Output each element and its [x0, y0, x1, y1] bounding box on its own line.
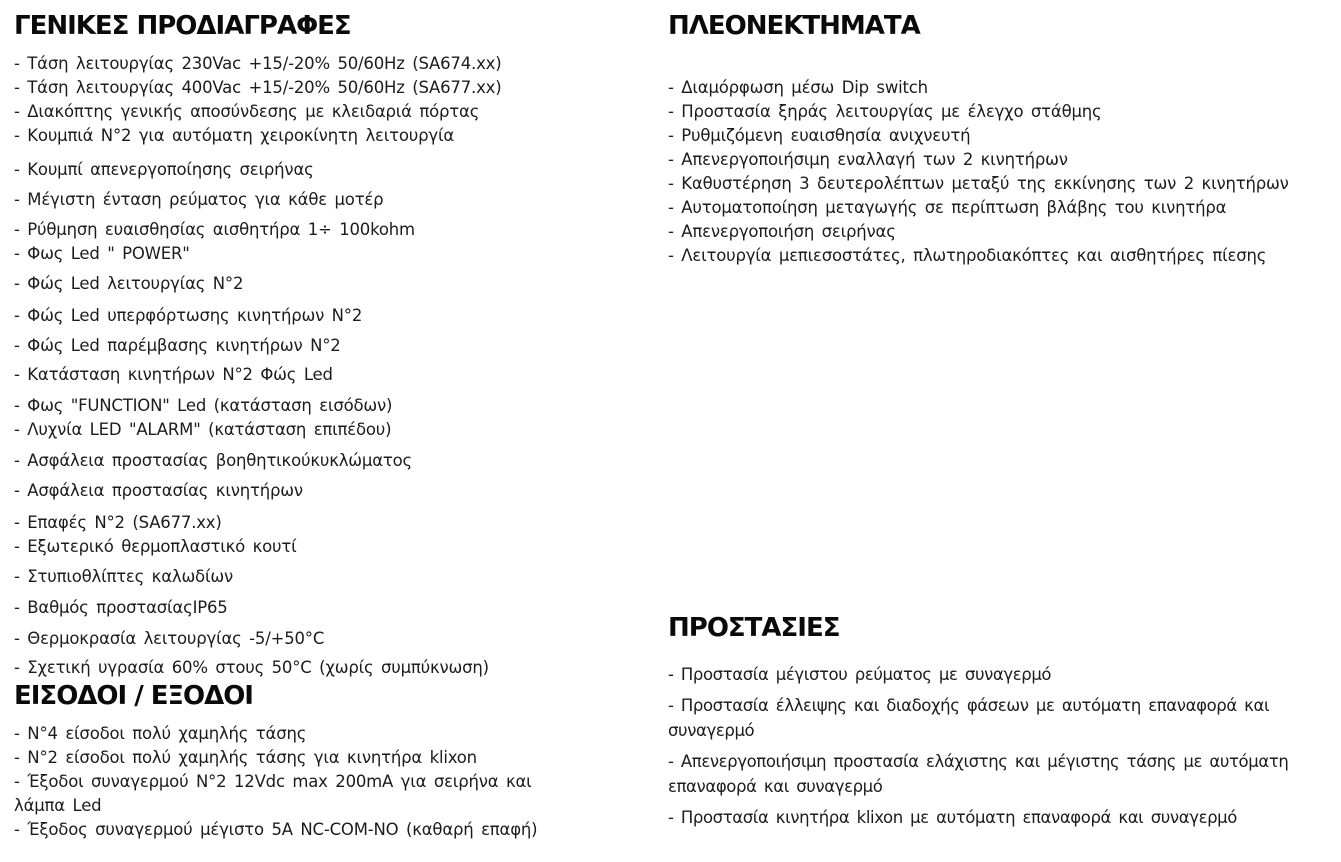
- section-advantages: [668, 10, 1296, 268]
- spec-list-item: - Αυτοματοποίηση μεταγωγής σε περίπτωση βλάβης του κινητήρα: [668, 198, 1227, 217]
- spec-list-item: - Απενεργοποιήσιμη προστασία ελάχιστης και μέγιστης τάσης με αυτόματη επαναφορά και συναγερμό: [668, 752, 1289, 796]
- spec-list-item: - Διαμόρφωση μέσω Dip switch: [668, 78, 928, 97]
- advantages-list: [668, 76, 1296, 268]
- spec-list-item: - Μέγιστη ένταση ρεύματος για κάθε μοτέρ: [14, 190, 384, 209]
- spec-list-item: - Απενεργοποιήση σειρήνας: [668, 222, 896, 241]
- spec-list-item: - Ασφάλεια προστασίας κινητήρων: [14, 481, 303, 500]
- spec-list-item: - Θερμοκρασία λειτουργίας -5/+50°C: [14, 629, 325, 648]
- spec-list-item: - Στυπιοθλίπτες καλωδίων: [14, 567, 233, 586]
- spec-list-item: - Ρύθμηση ευαισθησίας αισθητήρα 1÷ 100kohm: [14, 220, 415, 239]
- spec-list-item: - Διακόπτης γενικής αποσύνδεσης με κλειδαριά πόρτας: [14, 102, 480, 121]
- spec-list-item: - Φως Led " POWER": [14, 244, 190, 263]
- spec-list-item: - Τάση λειτουργίας 400Vac +15/-20% 50/60Hz (SA677.xx): [14, 78, 502, 97]
- spec-list-item: - Λειτουργία μεπιεσοστάτες, πλωτηροδιακόπτες και αισθητήρες πίεσης: [668, 246, 1267, 265]
- general-specs-list: [14, 52, 570, 680]
- inputs-outputs-list: [14, 722, 574, 842]
- spec-list-item: - Προστασία ξηράς λειτουργίας με έλεγχο στάθμης: [668, 102, 1102, 121]
- spec-list-item: - N°4 είσοδοι πολύ χαμηλής τάσης: [14, 724, 307, 743]
- spec-list-item: - Φώς Led παρέμβασης κινητήρων N°2: [14, 336, 341, 355]
- spec-list-item: - Κατάσταση κινητήρων N°2 Φώς Led: [14, 365, 333, 384]
- spec-list-item: - Φώς Led λειτουργίας N°2: [14, 274, 244, 293]
- spec-list-item: - Προστασία μέγιστου ρεύματος με συναγερμό: [668, 665, 1052, 684]
- spec-list-item: - Έξοδος συναγερμού μέγιστο 5A NC-COM-NO (καθαρή επαφή): [14, 820, 538, 839]
- spec-list-item: - Βαθμός προστασίαςIP65: [14, 598, 228, 617]
- spec-list-item: - Εξωτερικό θερμοπλαστικό κουτί: [14, 537, 297, 556]
- section-title-general-specs: ΓΕΝΙΚΕΣ ΠΡΟΔΙΑΓΡΑΦΕΣ: [14, 11, 351, 41]
- section-protections: [668, 612, 1308, 830]
- spec-list-item: - Επαφές N°2 (SA677.xx): [14, 513, 222, 532]
- spec-list-item: - Προστασία κινητήρα klixon με αυτόματη επαναφορά και συναγερμό: [668, 808, 1237, 827]
- section-title-advantages: ΠΛΕΟΝΕΚΤΗΜΑΤΑ: [668, 11, 920, 41]
- spec-list-item: - Καθυστέρηση 3 δευτερολέπτων μεταξύ της εκκίνησης των 2 κινητήρων: [668, 174, 1289, 193]
- section-general-specs: [14, 10, 570, 680]
- spec-list-item: - Ρυθμιζόμενη ευαισθησία ανιχνευτή: [668, 126, 971, 145]
- section-title-protections: ΠΡΟΣΤΑΣΙΕΣ: [668, 613, 840, 643]
- spec-list-item: - Έξοδοι συναγερμού N°2 12Vdc max 200mA για σειρήνα και λάμπα Led: [14, 772, 532, 815]
- spec-list-item: - Φώς Led υπερφόρτωσης κινητήρων N°2: [14, 306, 363, 325]
- spec-list-item: - Προστασία έλλειψης και διαδοχής φάσεων με αυτόματη επαναφορά και συναγερμό: [668, 696, 1270, 740]
- spec-list-item: - Απενεργοποιήσιμη εναλλαγή των 2 κινητήρων: [668, 150, 1068, 169]
- spec-list-item: - Ασφάλεια προστασίας βοηθητικούκυκλώματος: [14, 451, 412, 470]
- section-inputs-outputs: [14, 680, 574, 842]
- spec-list-item: - Σχετική υγρασία 60% στους 50°C (χωρίς συμπύκνωση): [14, 658, 489, 677]
- protections-list: [668, 662, 1308, 830]
- spec-list-item: - Κουμπιά N°2 για αυτόματη χειροκίνητη λειτουργία: [14, 126, 455, 145]
- spec-list-item: - N°2 είσοδοι πολύ χαμηλής τάσης για κινητήρα klixon: [14, 748, 477, 767]
- spec-list-item: - Λυχνία LED "ALARM" (κατάσταση επιπέδου): [14, 420, 392, 439]
- section-title-inputs-outputs: ΕΙΣΟΔΟΙ / ΕΞΟΔΟΙ: [14, 681, 253, 711]
- spec-list-item: - Κουμπί απενεργοποίησης σειρήνας: [14, 160, 314, 179]
- spec-list-item: - Φως "FUNCTION" Led (κατάσταση εισόδων): [14, 396, 393, 415]
- spec-list-item: - Τάση λειτουργίας 230Vac +15/-20% 50/60Hz (SA674.xx): [14, 54, 502, 73]
